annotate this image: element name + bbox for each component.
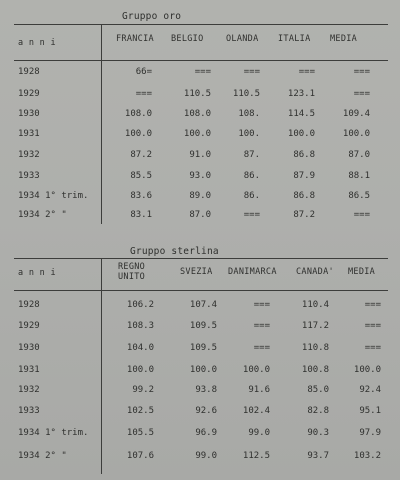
table-cell: 87.9 xyxy=(293,171,315,181)
table-cell: 103.2 xyxy=(353,451,381,461)
table-cell: 108. xyxy=(238,109,260,119)
table-cell: 97.9 xyxy=(359,428,381,438)
row-year-label: 1928 xyxy=(18,67,40,77)
table-cell: 114.5 xyxy=(287,109,315,119)
table-cell: === xyxy=(364,300,381,310)
table-cell: 87.0 xyxy=(348,150,370,160)
table-cell: === xyxy=(353,89,370,99)
table-cell: 93.7 xyxy=(307,451,329,461)
table-cell: 86.8 xyxy=(293,191,315,201)
table-cell: 91.0 xyxy=(189,150,211,160)
row-year-label: 1934 1° trim. xyxy=(18,191,89,201)
table-cell: 107.6 xyxy=(126,451,154,461)
table2-column-divider xyxy=(101,258,102,474)
table1-top-rule xyxy=(14,24,388,25)
table-cell: 110.5 xyxy=(183,89,211,99)
table-cell: 105.5 xyxy=(126,428,154,438)
row-year-label: 1931 xyxy=(18,365,40,375)
table-cell: 92.4 xyxy=(359,385,381,395)
table-cell: 85.0 xyxy=(307,385,329,395)
row-year-label: 1934 2° " xyxy=(18,451,67,461)
table-cell: 100.8 xyxy=(301,365,329,375)
table2-header-svezia: SVEZIA xyxy=(180,267,213,277)
table-cell: === xyxy=(353,210,370,220)
table-cell: 100. xyxy=(238,129,260,139)
table-cell: 86. xyxy=(243,191,260,201)
table-cell: 87. xyxy=(243,150,260,160)
table-cell: 92.6 xyxy=(195,406,217,416)
table1-header-francia: FRANCIA xyxy=(116,34,154,44)
table1-header-italia: ITALIA xyxy=(278,34,311,44)
table-cell: 87.2 xyxy=(130,150,152,160)
table1-header-olanda: OLANDA xyxy=(226,34,259,44)
table-cell: === xyxy=(364,343,381,353)
table-cell: 99.2 xyxy=(132,385,154,395)
table-cell: === xyxy=(353,67,370,77)
table-cell: 100.0 xyxy=(183,129,211,139)
table-cell: 102.4 xyxy=(242,406,270,416)
row-year-label: 1934 1° trim. xyxy=(18,428,89,438)
table-cell: 100.0 xyxy=(353,365,381,375)
row-year-label: 1928 xyxy=(18,300,40,310)
table-cell: 93.0 xyxy=(189,171,211,181)
table-cell: === xyxy=(243,210,260,220)
table-cell: 110.4 xyxy=(301,300,329,310)
table2-header-anni: a n n i xyxy=(18,268,56,278)
row-year-label: 1929 xyxy=(18,321,40,331)
table-cell: 89.0 xyxy=(189,191,211,201)
table-cell: 110.8 xyxy=(301,343,329,353)
row-year-label: 1930 xyxy=(18,109,40,119)
table-cell: 100.0 xyxy=(189,365,217,375)
table2-title: Gruppo sterlina xyxy=(130,246,219,257)
table-cell: 102.5 xyxy=(126,406,154,416)
table-cell: 83.6 xyxy=(130,191,152,201)
table-cell: 95.1 xyxy=(359,406,381,416)
table-cell: 110.5 xyxy=(232,89,260,99)
table2-header-danimarca: DANIMARCA xyxy=(228,267,277,277)
table1-title: Gruppo oro xyxy=(122,11,182,22)
table-cell: 100.0 xyxy=(287,129,315,139)
table-cell: 82.8 xyxy=(307,406,329,416)
table-cell: 100.0 xyxy=(124,129,152,139)
table-cell: === xyxy=(243,67,260,77)
table-cell: 85.5 xyxy=(130,171,152,181)
table-cell: === xyxy=(253,343,270,353)
table-cell: 88.1 xyxy=(348,171,370,181)
table-cell: 109.4 xyxy=(342,109,370,119)
table1-header-rule xyxy=(14,60,388,61)
table-cell: 86. xyxy=(243,171,260,181)
table-cell: 99.0 xyxy=(195,451,217,461)
table-cell: 123.1 xyxy=(287,89,315,99)
table-cell: 99.0 xyxy=(248,428,270,438)
table-cell: 108.0 xyxy=(183,109,211,119)
table-cell: 109.5 xyxy=(189,343,217,353)
table-cell: 106.2 xyxy=(126,300,154,310)
table-cell: 96.9 xyxy=(195,428,217,438)
table-cell: 87.0 xyxy=(189,210,211,220)
table-cell: 109.5 xyxy=(189,321,217,331)
table2-header-regno-unito: REGNO UNITO xyxy=(118,262,146,282)
table-cell: 100.0 xyxy=(126,365,154,375)
table-cell: 91.6 xyxy=(248,385,270,395)
row-year-label: 1931 xyxy=(18,129,40,139)
table-cell: 104.0 xyxy=(126,343,154,353)
table-cell: 66= xyxy=(135,67,152,77)
table-cell: 112.5 xyxy=(242,451,270,461)
table-cell: 100.0 xyxy=(342,129,370,139)
row-year-label: 1932 xyxy=(18,150,40,160)
table2-header-canada: CANADA' xyxy=(296,267,334,277)
table-cell: 86.8 xyxy=(293,150,315,160)
table-cell: === xyxy=(253,300,270,310)
table2-header-rule xyxy=(14,290,388,291)
table-cell: 87.2 xyxy=(293,210,315,220)
table-cell: === xyxy=(298,67,315,77)
table-cell: 100.0 xyxy=(242,365,270,375)
row-year-label: 1932 xyxy=(18,385,40,395)
table2-header-media: MEDIA xyxy=(348,267,376,277)
table2-top-rule xyxy=(14,258,388,259)
table-cell: 108.3 xyxy=(126,321,154,331)
table-cell: 107.4 xyxy=(189,300,217,310)
row-year-label: 1933 xyxy=(18,406,40,416)
row-year-label: 1930 xyxy=(18,343,40,353)
table-cell: 117.2 xyxy=(301,321,329,331)
table-cell: 83.1 xyxy=(130,210,152,220)
table1-header-belgio: BELGIO xyxy=(171,34,204,44)
table-cell: 108.0 xyxy=(124,109,152,119)
table-cell: 90.3 xyxy=(307,428,329,438)
table-cell: === xyxy=(194,67,211,77)
table-cell: 86.5 xyxy=(348,191,370,201)
table1-column-divider xyxy=(101,24,102,224)
table-cell: === xyxy=(364,321,381,331)
row-year-label: 1934 2° " xyxy=(18,210,67,220)
row-year-label: 1929 xyxy=(18,89,40,99)
table1-header-anni: a n n i xyxy=(18,38,56,48)
table-cell: === xyxy=(135,89,152,99)
table-cell: 93.8 xyxy=(195,385,217,395)
table1-header-media: MEDIA xyxy=(330,34,358,44)
table-cell: === xyxy=(253,321,270,331)
row-year-label: 1933 xyxy=(18,171,40,181)
